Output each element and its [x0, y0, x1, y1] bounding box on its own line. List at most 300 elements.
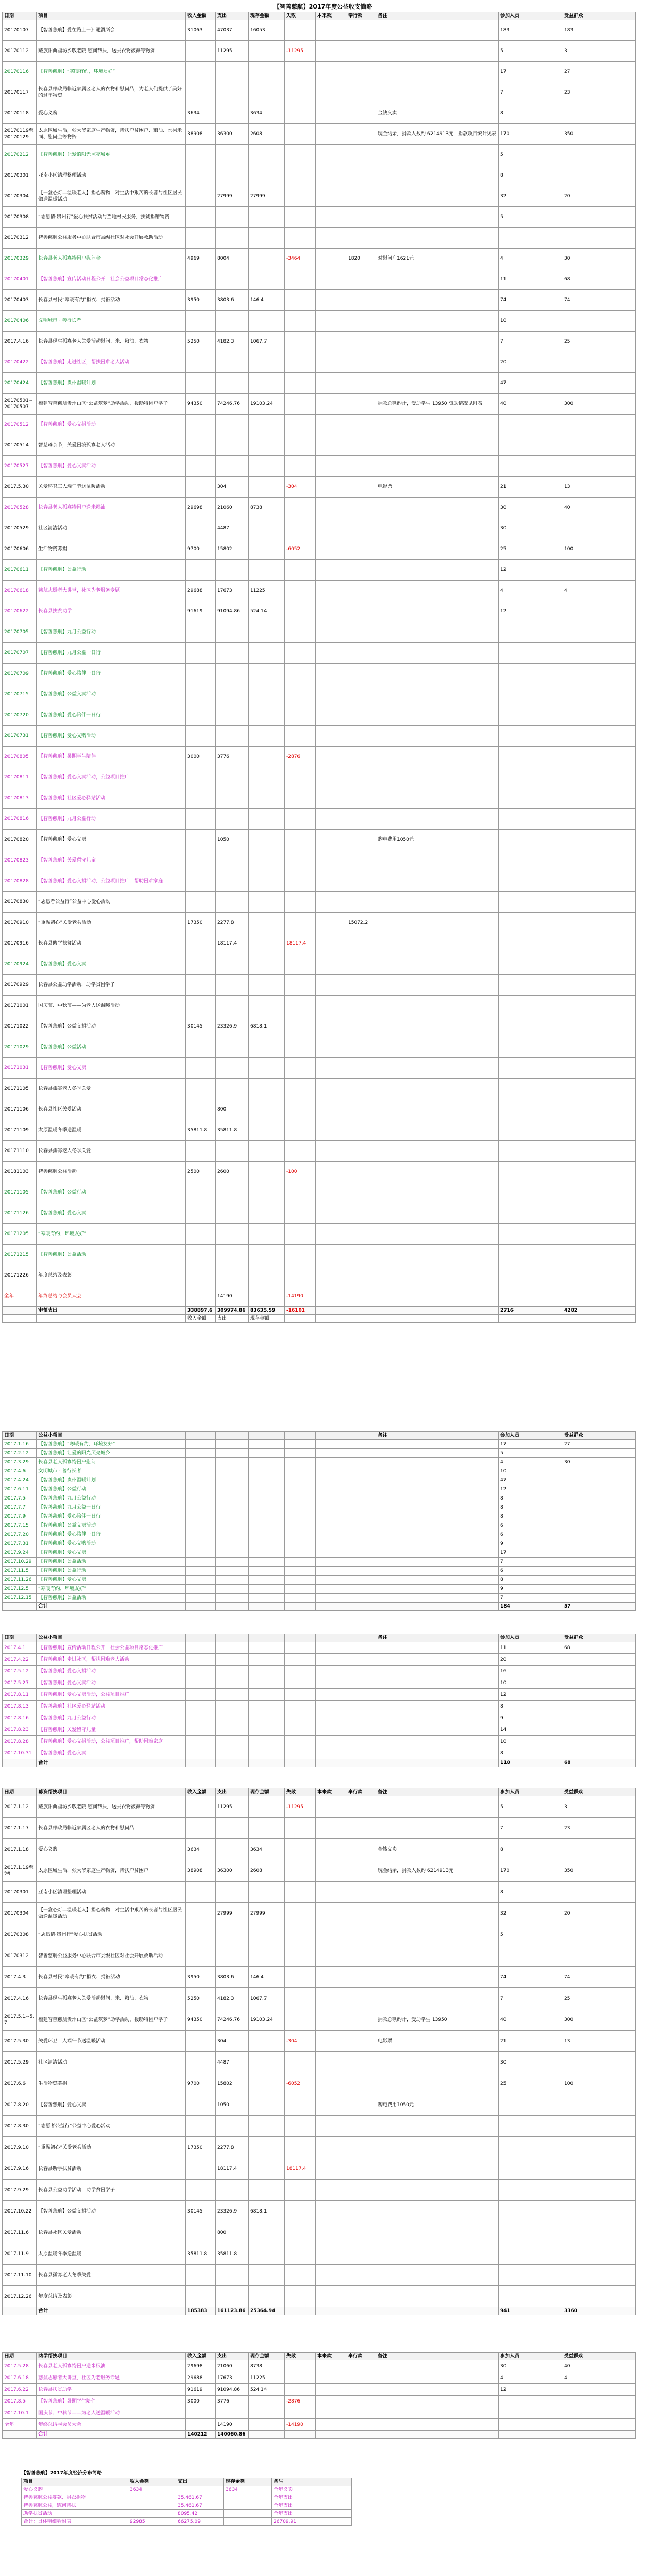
cell-exp: 3776: [216, 747, 249, 767]
cell-inc: [186, 1182, 216, 1203]
cell-empty: [346, 1594, 376, 1603]
cell-ppl: 9: [499, 1712, 562, 1724]
cell-ppl: [499, 2396, 562, 2407]
cell-proj: 【智善慈航】爱心义卖活动，公益项目推广: [37, 767, 186, 788]
cell-c4: [285, 2180, 316, 2201]
cell-note: [376, 1203, 499, 1224]
cell-date: 20170606: [3, 539, 37, 560]
cell-inc: [186, 871, 216, 892]
cell-note: [376, 2180, 499, 2201]
cell-note: 捐款总额约计，受助学生 13950: [376, 2009, 499, 2031]
table-row: [3, 165, 636, 186]
cell-date: 20170424: [3, 373, 37, 394]
cell-inc: [186, 1141, 216, 1162]
cell-ben: [562, 2243, 636, 2265]
cell-ppl: 8: [499, 1882, 562, 1903]
total-ben: 3360: [562, 2307, 636, 2315]
cell-inc: [186, 2116, 216, 2137]
table-row: [3, 62, 636, 82]
cell-ppl: [499, 1141, 562, 1162]
table-row: [3, 1485, 636, 1494]
cell-date: 2017.4.3: [3, 1967, 37, 1988]
cell-c5: [316, 2009, 346, 2031]
cell-c6: [346, 560, 376, 581]
cell-empty: [285, 1724, 316, 1736]
cell-c5: [316, 477, 346, 498]
cell-c4: -304: [285, 2031, 316, 2052]
cell-ppl: 20: [499, 1654, 562, 1666]
cell-c6: [346, 1265, 376, 1286]
column-header: 助学帮扶项目: [37, 2353, 186, 2360]
cell-empty: [346, 1689, 376, 1701]
column-header: 备注: [272, 2478, 352, 2486]
cell-bal: 524.14: [249, 601, 285, 622]
cell-bal: [249, 1203, 285, 1224]
cell-inc: [186, 2158, 216, 2180]
cell-note: 现金结余，捐款人数约 6214913元，捐款项目统计见表: [376, 124, 499, 145]
cell-proj: 【智善慈航】爱心义卖活动，公益项目推广: [37, 1689, 186, 1701]
cell-proj: 福建智善慈航贵州山区“公益筑梦”助学活动，援助特困户学子: [37, 394, 186, 415]
table-row: [3, 1724, 636, 1736]
cell-proj: 【智善慈航】走进社区，帮扶困难老人活动: [37, 1654, 186, 1666]
cell-proj: 长春县扶贫助学: [37, 601, 186, 622]
cell-c6: [346, 1924, 376, 1945]
cell-exp: 11295: [216, 1796, 249, 1818]
cell-note: [376, 643, 499, 664]
cell-ben: [562, 871, 636, 892]
cell-date: 2017.1.12: [3, 1796, 37, 1818]
cell-empty: [316, 2431, 346, 2439]
cell-note: [376, 290, 499, 311]
cell-c4: [285, 145, 316, 165]
cell-c5: [316, 1016, 346, 1037]
cell-ben: [562, 747, 636, 767]
economic-summary: [21, 2469, 351, 2526]
cell-date: 2017.9.10: [3, 2137, 37, 2158]
cell-ppl: 10: [499, 1467, 562, 1476]
table-row: [3, 2009, 636, 2031]
table-row: [3, 1467, 636, 1476]
cell-empty: [346, 1677, 376, 1689]
cell-empty: [346, 1567, 376, 1576]
table-row: [3, 1245, 636, 1265]
total-exp: 309974.86: [216, 1307, 249, 1315]
cell-c4: [285, 2222, 316, 2243]
cell-note: [376, 62, 499, 82]
cell-c6: [346, 850, 376, 871]
cell-bal: 16053: [249, 20, 285, 41]
cell-empty: [285, 1440, 316, 1449]
cell-empty: [285, 1315, 316, 1323]
cell-date: 2017.6.11: [3, 1485, 37, 1494]
cell-c5: [316, 1141, 346, 1162]
table-row: [3, 830, 636, 850]
cell-exp: 18117.4: [216, 2158, 249, 2180]
cell-c4: [285, 352, 316, 373]
cell-inc: 9700: [186, 2073, 216, 2094]
column-header: 备注: [376, 1432, 499, 1440]
cell-ppl: 5: [499, 1449, 562, 1458]
cell-exp: [216, 1839, 249, 1860]
total-label: 合计: [37, 1603, 186, 1611]
cell-c5: [316, 850, 346, 871]
cell-proj: 文明城市 · 善行长者: [37, 1467, 186, 1476]
cell-c5: [316, 2137, 346, 2158]
cell-empty: [186, 1530, 216, 1539]
education-table: [2, 2352, 635, 2439]
cell-ppl: 21: [499, 477, 562, 498]
cell-empty: [249, 1701, 285, 1712]
cell-empty: [285, 1736, 316, 1747]
cell-ben: [562, 1162, 636, 1182]
cell-bal: [249, 477, 285, 498]
cell-inc: 3634: [186, 1839, 216, 1860]
cell-ppl: 74: [499, 1967, 562, 1988]
cell-exp: [216, 954, 249, 975]
cell-bal: [249, 1796, 285, 1818]
cell-ppl: 5: [499, 145, 562, 165]
cell-bal: [224, 2494, 272, 2502]
cell-proj: 智善慈航公益服务中心联合市县级社区对社会开展救助活动: [37, 1945, 186, 1967]
cell-bal: [249, 207, 285, 228]
cell-inc: 92985: [128, 2518, 176, 2526]
cell-c6: [346, 684, 376, 705]
cell-proj: 藏族阳曲福坊乡敬老院 慰问帮扶，送去衣物被褥等物资: [37, 1796, 186, 1818]
cell-note: [376, 2201, 499, 2222]
cell-empty: [376, 1759, 499, 1767]
cell-c5: [316, 705, 346, 726]
cell-c4: [285, 830, 316, 850]
cell-empty: [316, 1485, 346, 1494]
cell-ppl: 8: [499, 1494, 562, 1503]
cell-proj: 【智善慈航】爱心义卖: [37, 2094, 186, 2116]
cell-ben: [562, 352, 636, 373]
cell-c4: [285, 1903, 316, 1924]
cell-empty: [285, 1603, 316, 1611]
total-row: [3, 1603, 636, 1611]
cell-empty: [186, 1689, 216, 1701]
cell-bal: [249, 664, 285, 684]
cell-c5: [316, 2094, 346, 2116]
cell-date: 20171022: [3, 1016, 37, 1037]
cell-c6: [346, 2009, 376, 2031]
cell-date: 20171110: [3, 1141, 37, 1162]
cell-empty: [285, 1585, 316, 1594]
cell-bal: 146.4: [249, 290, 285, 311]
total-inc: 140212: [186, 2431, 216, 2439]
cell-note: [376, 1654, 499, 1666]
cell-ben: [562, 415, 636, 435]
column-header: 收入金额: [128, 2478, 176, 2486]
cell-ben: [562, 1736, 636, 1747]
cell-c4: [285, 1079, 316, 1099]
cell-c6: [346, 1882, 376, 1903]
cell-note: [376, 1689, 499, 1701]
cell-c4: [285, 311, 316, 332]
cell-c6: [346, 2158, 376, 2180]
cell-inc: 3950: [186, 290, 216, 311]
cell-inc: [186, 664, 216, 684]
footer-bal: 现存金额: [249, 1315, 285, 1323]
cell-exp: 14190: [216, 2419, 249, 2431]
cell-inc: 35811.8: [186, 2243, 216, 2265]
cell-inc: [186, 1058, 216, 1079]
cell-proj: 【智善慈航】爱心陪伴一日行: [37, 1530, 186, 1539]
cell-c5: [316, 311, 346, 332]
cell-proj: 爱心义购: [22, 2486, 128, 2494]
cell-c6: [346, 1162, 376, 1182]
cell-date: 2017.2.12: [3, 1449, 37, 1458]
cell-c4: -11295: [285, 41, 316, 62]
cell-ppl: 32: [499, 1903, 562, 1924]
cell-empty: [285, 1654, 316, 1666]
cell-c6: [346, 415, 376, 435]
cell-bal: 19103.24: [249, 394, 285, 415]
cell-ppl: 8: [499, 1503, 562, 1512]
cell-proj: 年终总结与会员大会: [37, 2419, 186, 2431]
cell-c4: [285, 20, 316, 41]
cell-note: [376, 1903, 499, 1924]
cell-inc: [186, 2419, 216, 2431]
cell-note: 金钱义卖: [376, 1839, 499, 1860]
cell-ben: [562, 1467, 636, 1476]
cell-note: [376, 1265, 499, 1286]
cell-empty: [346, 1485, 376, 1494]
cell-proj: 【智善慈航】九月公益一日行: [37, 643, 186, 664]
cell-exp: [216, 165, 249, 186]
cell-exp: [216, 726, 249, 747]
cell-ppl: [499, 1182, 562, 1203]
cell-bal: [249, 871, 285, 892]
cell-empty: [346, 1654, 376, 1666]
cell-inc: [186, 145, 216, 165]
cell-c5: [316, 1245, 346, 1265]
cell-note: [376, 2073, 499, 2094]
cell-c6: [346, 705, 376, 726]
cell-c4: [285, 1141, 316, 1162]
table-row: [3, 1058, 636, 1079]
cell-empty: [316, 1307, 346, 1315]
cell-inc: 91619: [186, 601, 216, 622]
cell-c5: [316, 498, 346, 518]
cell-c5: [316, 1224, 346, 1245]
cell-exp: 23326.9: [216, 2201, 249, 2222]
cell-bal: [249, 539, 285, 560]
cell-ben: [562, 809, 636, 830]
cell-date: 2017.11.10: [3, 2265, 37, 2286]
cell-ben: 27: [562, 1440, 636, 1449]
cell-c4: [285, 2243, 316, 2265]
table-row: [3, 1512, 636, 1521]
cell-c6: 15072.2: [346, 913, 376, 933]
cell-date: 20170501~20170507: [3, 394, 37, 415]
cell-c4: [285, 2052, 316, 2073]
cell-c4: [285, 290, 316, 311]
cell-c6: [346, 103, 376, 124]
cell-empty: [249, 1458, 285, 1467]
cell-ben: [562, 601, 636, 622]
cell-inc: 17350: [186, 913, 216, 933]
cell-proj: 长春县公益助学活动，助学贫困学子: [37, 2180, 186, 2201]
cell-exp: [216, 560, 249, 581]
cell-proj: 智善慈航公益活动: [37, 1162, 186, 1182]
column-header: 日期: [3, 2353, 37, 2360]
cell-proj: 长春县邮政局临近家属区老人的衣物和慰问品: [37, 1818, 186, 1839]
cell-c6: [346, 456, 376, 477]
table-row: [3, 373, 636, 394]
header-row: [3, 12, 636, 20]
cell-ben: [562, 913, 636, 933]
cell-bal: 2608: [249, 1860, 285, 1882]
cell-date: 2017.8.28: [3, 1736, 37, 1747]
cell-empty: [346, 1315, 376, 1323]
cell-date: 20171205: [3, 1224, 37, 1245]
cell-ben: [562, 996, 636, 1016]
cell-ppl: 16: [499, 1666, 562, 1677]
cell-c4: [285, 2137, 316, 2158]
cell-empty: [249, 1576, 285, 1585]
cell-ben: [562, 1521, 636, 1530]
cell-c5: [316, 788, 346, 809]
cell-ppl: [499, 228, 562, 249]
cell-date: 20170312: [3, 228, 37, 249]
cell-c5: [316, 41, 346, 62]
cell-bal: [249, 2265, 285, 2286]
cell-ben: 100: [562, 539, 636, 560]
cell-c4: [285, 456, 316, 477]
cell-ppl: 25: [499, 2073, 562, 2094]
cell-inc: [186, 2180, 216, 2201]
cell-note: [376, 311, 499, 332]
cell-empty: [3, 2307, 37, 2315]
cell-c4: -14190: [285, 2419, 316, 2431]
cell-empty: [3, 1315, 37, 1323]
cell-proj: 【智善慈航】公益义卖活动: [37, 1521, 186, 1530]
cell-empty: [316, 1666, 346, 1677]
cell-ppl: 183: [499, 20, 562, 41]
cell-ppl: 5: [499, 41, 562, 62]
cell-ben: [562, 1924, 636, 1945]
cell-ben: 13: [562, 477, 636, 498]
cell-empty: [249, 1467, 285, 1476]
table-row: [3, 2031, 636, 2052]
cell-empty: [316, 1449, 346, 1458]
cell-proj: 【智善慈航】公益行动: [37, 560, 186, 581]
cell-note: [376, 1747, 499, 1759]
small-projects-table-2: [2, 1634, 635, 1767]
cell-c6: [346, 830, 376, 850]
cell-c4: [285, 892, 316, 913]
cell-ben: [562, 1476, 636, 1485]
cell-date: 2017.4.16: [3, 1988, 37, 2009]
cell-bal: [249, 165, 285, 186]
cell-date: 20170301: [3, 1882, 37, 1903]
cell-note: 电影票: [376, 2031, 499, 2052]
cell-note: [376, 767, 499, 788]
cell-note: [376, 498, 499, 518]
cell-empty: [346, 1642, 376, 1654]
cell-inc: [128, 2510, 176, 2518]
table-row: [3, 1120, 636, 1141]
cell-exp: [216, 622, 249, 643]
cell-proj: 长春县社区关爱活动: [37, 2222, 186, 2243]
column-header: 备注: [376, 12, 499, 20]
cell-date: 20170527: [3, 456, 37, 477]
cell-proj: 【智善慈航】爱心义卖: [37, 1548, 186, 1558]
cell-c6: [346, 186, 376, 207]
table-row: [3, 664, 636, 684]
table-row: [3, 1666, 636, 1677]
table-row: [3, 2201, 636, 2222]
cell-date: 20170715: [3, 684, 37, 705]
table-row: [3, 332, 636, 352]
cell-ppl: [499, 933, 562, 954]
cell-empty: [249, 1512, 285, 1521]
cell-ppl: 7: [499, 1818, 562, 1839]
cell-exp: [216, 62, 249, 82]
table-row: [3, 1203, 636, 1224]
table-row: [3, 207, 636, 228]
cell-exp: [216, 352, 249, 373]
cell-empty: [316, 1736, 346, 1747]
table-row: [3, 20, 636, 41]
cell-note: [376, 1099, 499, 1120]
cell-empty: [316, 1677, 346, 1689]
cell-c5: [316, 581, 346, 601]
cell-c6: [346, 228, 376, 249]
table-row: [3, 850, 636, 871]
cell-inc: 30145: [186, 1016, 216, 1037]
column-header: 收入金额: [186, 1788, 216, 1796]
cell-note: [376, 1440, 499, 1449]
cell-c4: -2876: [285, 2396, 316, 2407]
cell-date: 2017.12.26: [3, 2286, 37, 2307]
cell-c5: [316, 664, 346, 684]
cell-bal: [249, 435, 285, 456]
cell-ben: 30: [562, 249, 636, 269]
cell-proj: 智善慈航公益服务中心联合市县级社区对社会开展救助活动: [37, 228, 186, 249]
cell-proj: 【智善慈航】爱心义卖: [37, 830, 186, 850]
cell-c5: [316, 2265, 346, 2286]
cell-exp: [216, 373, 249, 394]
cell-empty: [316, 1576, 346, 1585]
fundraising-table: [2, 1788, 635, 2315]
cell-c5: [316, 2407, 346, 2419]
cell-empty: [3, 1759, 37, 1767]
cell-bal: [249, 560, 285, 581]
cell-empty: [316, 1689, 346, 1701]
cell-note: 全年支出: [272, 2502, 352, 2510]
total-ben: 57: [562, 1603, 636, 1611]
cell-note: [376, 2407, 499, 2419]
cell-empty: [346, 1759, 376, 1767]
cell-empty: [186, 1476, 216, 1485]
cell-proj: 智善慈航公益筹款、捐衣捐物: [22, 2494, 128, 2502]
cell-date: 2017.8.30: [3, 2116, 37, 2137]
table-row: [3, 809, 636, 830]
cell-proj: 【智善慈航】贵州温暖计划: [37, 1476, 186, 1485]
cell-inc: [186, 228, 216, 249]
cell-ben: [562, 435, 636, 456]
cell-ppl: 8: [499, 1701, 562, 1712]
cell-empty: [186, 1458, 216, 1467]
cell-note: [376, 1594, 499, 1603]
cell-date: 2017.5.28: [3, 2360, 37, 2372]
cell-c4: [285, 228, 316, 249]
column-header: 现存金额: [249, 12, 285, 20]
cell-empty: [316, 1530, 346, 1539]
cell-exp: 1050: [216, 830, 249, 850]
